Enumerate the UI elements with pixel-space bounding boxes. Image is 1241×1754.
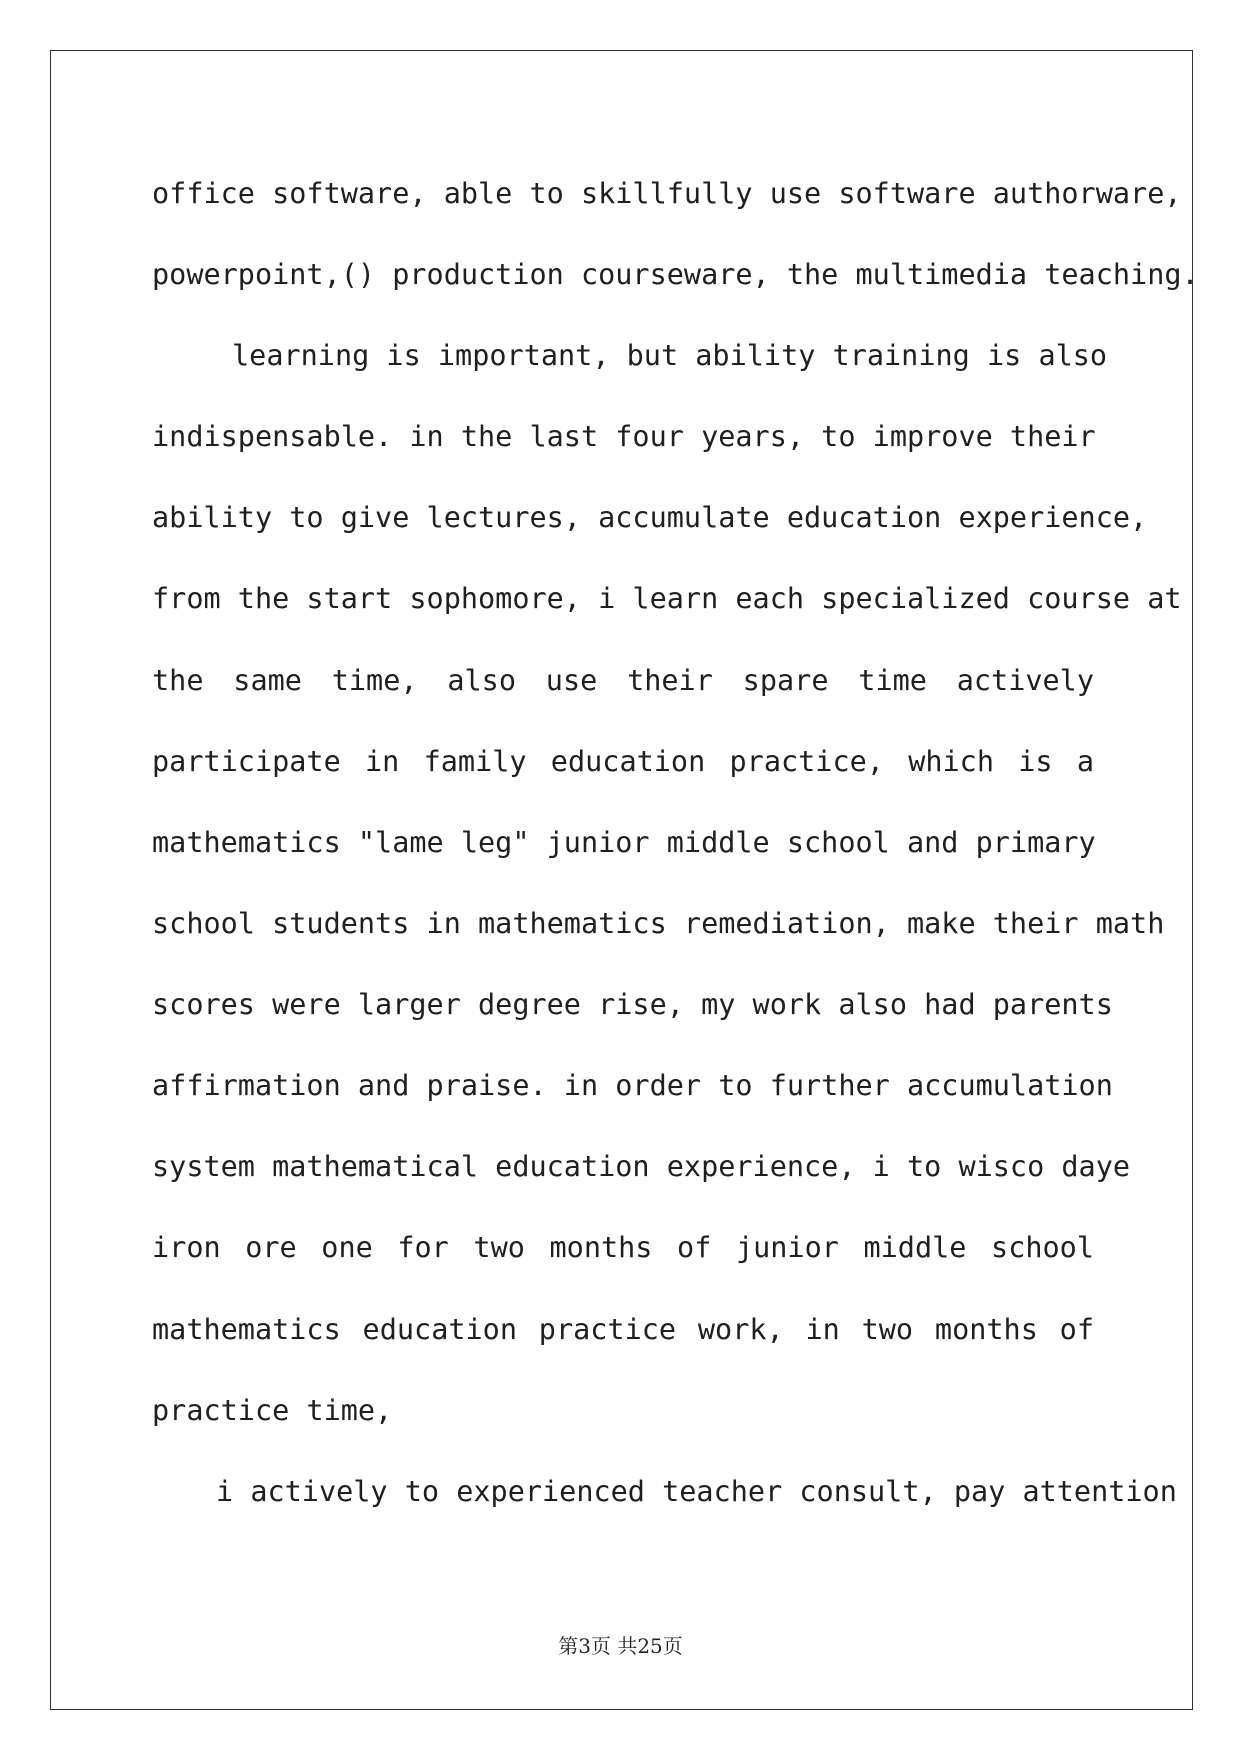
text-line: practice time,	[152, 1394, 393, 1427]
text-line: from the start sophomore, i learn each specialized course at	[152, 582, 1182, 615]
text-line: iron ore one for two months of junior middle school	[152, 1231, 1094, 1264]
text-line: ability to give lectures, accumulate education experience,	[152, 501, 1148, 534]
text-line: the same time, also use their spare time actively	[152, 664, 1094, 697]
text-line: i actively to experienced teacher consult, pay attention	[216, 1475, 1177, 1508]
text-line: indispensable. in the last four years, to improve their	[152, 420, 1096, 453]
text-line: powerpoint,() production courseware, the multimedia teaching.	[152, 258, 1199, 291]
text-line: system mathematical education experience, i to wisco daye	[152, 1150, 1131, 1183]
text-line: affirmation and praise. in order to further accumulation	[152, 1069, 1113, 1102]
text-line: participate in family education practice, which is a	[152, 745, 1094, 778]
page-frame	[50, 50, 1199, 1710]
text-line: school students in mathematics remediation, make their math	[152, 907, 1165, 940]
text-line: learning is important, but ability training is also	[232, 339, 1108, 372]
page-number-footer: 第3页 共25页	[558, 1634, 683, 1658]
text-line: mathematics "lame leg" junior middle school and primary	[152, 826, 1096, 859]
text-line: scores were larger degree rise, my work also had parents	[152, 988, 1113, 1021]
text-line: office software, able to skillfully use software authorware,	[152, 177, 1182, 210]
text-line: mathematics education practice work, in two months of	[152, 1313, 1094, 1346]
